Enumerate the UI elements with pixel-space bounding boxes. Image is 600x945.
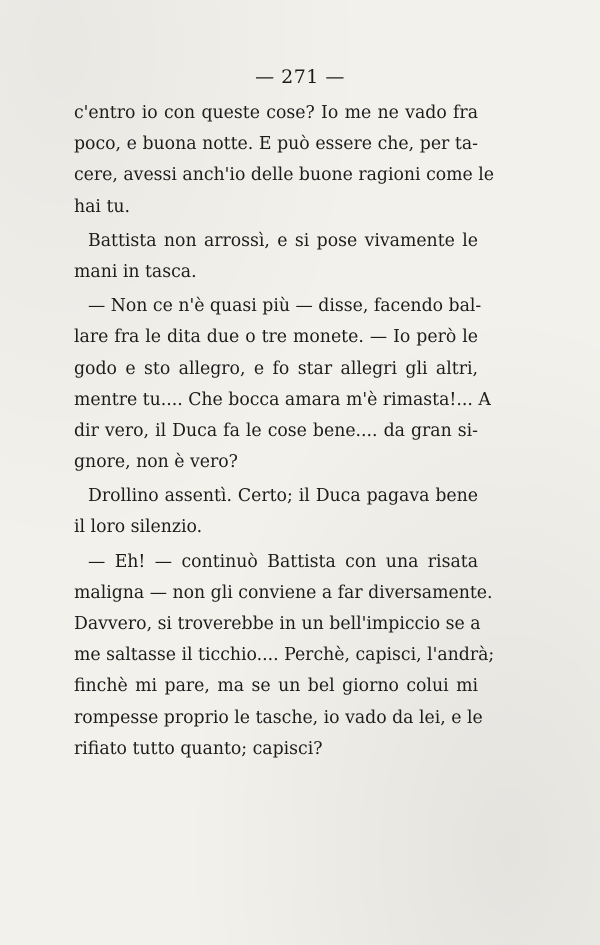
text-line: godo e sto allegro, e fo star allegri gli altri, — [74, 358, 478, 379]
text-line: il loro silenzio. — [74, 517, 203, 538]
body-text — [74, 98, 495, 765]
text-line: poco, e buona notte. E può essere che, per ta- — [74, 134, 478, 155]
text-line: cere, avessi anch'io delle buone ragioni come le — [74, 165, 495, 186]
page-number: — 271 — — [255, 66, 345, 88]
text-line: mentre tu.... Che bocca amara m'è rimasta!... A — [74, 389, 491, 410]
text-line: rompesse proprio le tasche, io vado da lei, e le — [74, 707, 483, 728]
text-line: dir vero, il Duca fa le cose bene.... da gran si- — [74, 420, 478, 441]
text-line: Battista non arrossì, e si pose vivamente le — [88, 230, 478, 251]
text-line: c'entro io con queste cose? Io me ne vado fra — [74, 103, 478, 123]
text-line: Davvero, si troverebbe in un bell'impiccio se a — [74, 614, 481, 634]
text-line: Drollino assentì. Certo; il Duca pagava bene — [88, 486, 478, 507]
text-line: me saltasse il ticchio.... Perchè, capisci, l'andrà; — [74, 645, 495, 666]
text-line: hai tu. — [74, 196, 131, 217]
text-line: — Non ce n'è quasi più — disse, facendo bal- — [88, 296, 482, 317]
text-line: finchè mi pare, ma se un bel giorno colui mi — [74, 676, 478, 697]
text-line: maligna — non gli conviene a far diversamente. — [74, 582, 493, 603]
text-line: lare fra le dita due o tre monete. — Io però le — [74, 327, 478, 348]
text-line: mani in tasca. — [74, 261, 197, 282]
text-line: gnore, non è vero? — [74, 452, 238, 473]
text-line: — Eh! — continuò Battista con una risata — [88, 551, 478, 572]
text-line: rifiato tutto quanto; capisci? — [74, 738, 323, 759]
